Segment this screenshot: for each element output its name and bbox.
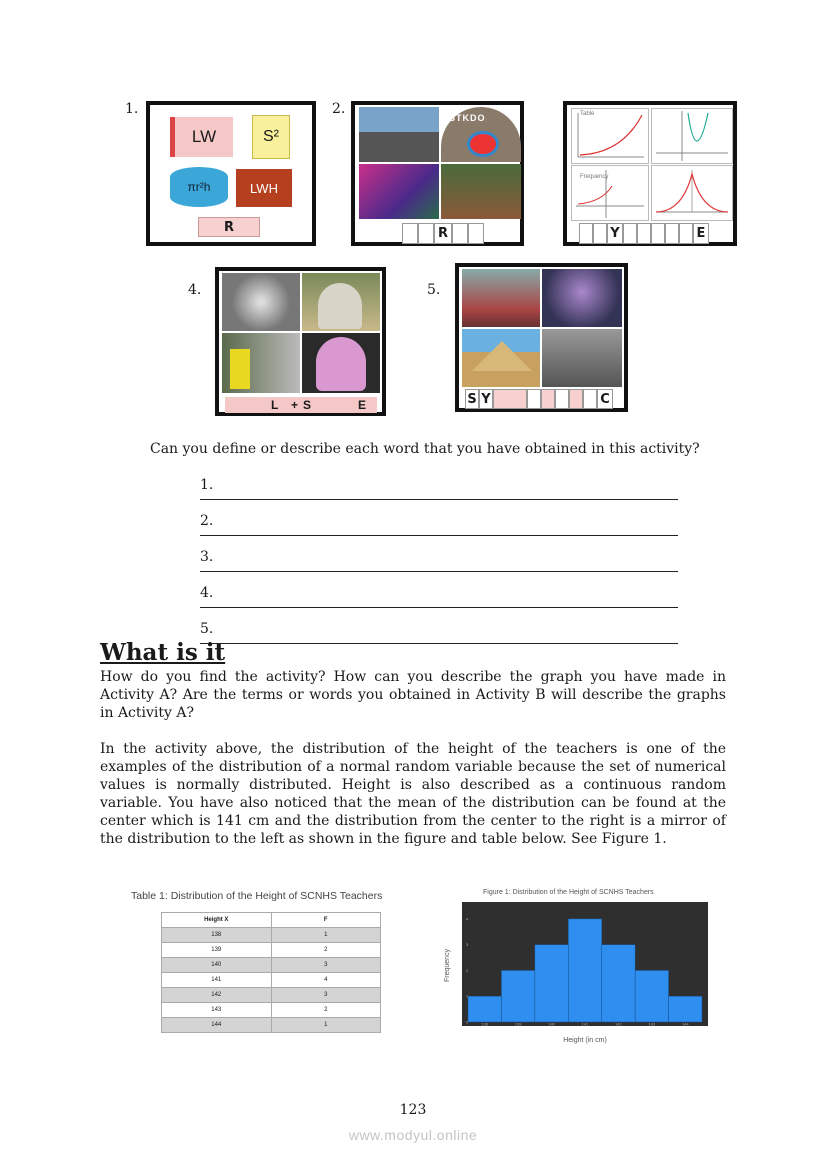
answer-box <box>651 223 665 244</box>
histogram-bar <box>466 993 501 1022</box>
dome-interior-photo <box>542 269 622 327</box>
x-axis-label: Height (in cm) <box>563 1037 607 1044</box>
puzzle-5-frame <box>455 263 628 412</box>
paragraph-2: In the activity above, the distribution of the height of the teachers is one of the examples of the distribution of a normal random variable because the set of numerical values is normally distributed. Height is also described as a continuous random variable. You have also noticed that the mean of the distribution can be found at the center which is 141 cm and the distribution from the center to the right is a mirror of the distribution to the left as shown in the figure and table below. See Figure 1. <box>100 741 726 847</box>
answer-line-number: 2. <box>200 513 214 529</box>
answer-letter: + <box>291 398 299 412</box>
answer-box <box>452 223 468 244</box>
table-cell: 139 <box>162 943 272 958</box>
lw-tile: LW <box>170 117 233 157</box>
answer-box <box>468 223 484 244</box>
answer-box <box>665 223 679 244</box>
x-tick-label: 139 <box>514 1021 522 1027</box>
answer-box <box>493 389 527 409</box>
page-number: 123 <box>399 1102 427 1118</box>
pink-bell-photo <box>302 333 380 393</box>
answer-box <box>418 223 434 244</box>
puzzle-1-number: 1. <box>125 101 139 117</box>
graph-tile-parabola <box>651 108 733 164</box>
puzzle-4-number: 4. <box>188 282 202 298</box>
section-title: What is it <box>100 639 226 666</box>
graph-tile-curve <box>571 165 649 221</box>
x-tick-label: 138 <box>481 1021 489 1027</box>
answer-line-3[interactable] <box>200 549 678 572</box>
answer-letter: C <box>600 391 610 407</box>
answer-box <box>198 217 260 237</box>
table-row <box>162 988 381 1003</box>
chart-title: Figure 1: Distribution of the Height of SCNHS Teachers <box>483 889 654 896</box>
answer-box <box>541 389 555 409</box>
table-header-row <box>162 913 381 928</box>
answer-line-5[interactable] <box>200 621 678 644</box>
header-frequency: F <box>271 913 381 928</box>
answer-line-2[interactable] <box>200 513 678 536</box>
exponential-graph-icon <box>572 109 648 163</box>
answer-letter: S <box>467 391 477 407</box>
gray-photo <box>222 273 300 331</box>
answer-letter: E <box>696 226 706 241</box>
puzzle-1-frame <box>146 101 316 246</box>
table-row <box>162 973 381 988</box>
parabola-graph-icon <box>652 109 732 163</box>
table-cell: 1 <box>271 928 381 943</box>
person-photo <box>441 164 521 219</box>
answer-letter: E <box>358 398 367 412</box>
table-cell: 142 <box>162 988 272 1003</box>
answer-box <box>465 389 479 409</box>
x-tick-label: 144 <box>681 1021 689 1027</box>
table-cell: 144 <box>162 1018 272 1033</box>
x-tick-label: 142 <box>615 1021 622 1027</box>
puzzle-4-frame <box>215 267 386 416</box>
stadium-photo <box>359 107 439 162</box>
header-height: Height X <box>162 913 272 928</box>
table-cell: 1 <box>271 1018 381 1033</box>
person-figure <box>230 349 250 389</box>
puzzle-5-number: 5. <box>427 282 441 298</box>
watermark: www.modyul.online <box>348 1127 478 1143</box>
table-row <box>162 1018 381 1033</box>
answer-line-number: 3. <box>200 549 214 565</box>
answer-box <box>679 223 693 244</box>
histogram-bar <box>635 970 668 1022</box>
y-tick-label: 4 <box>466 916 469 922</box>
logo-text: STKDO <box>449 113 486 123</box>
y-tick-label: 0 <box>466 1019 469 1025</box>
table-cell: 138 <box>162 928 272 943</box>
table-row <box>162 958 381 973</box>
answer-box <box>623 223 637 244</box>
table-cell: 2 <box>271 943 381 958</box>
answer-line-number: 1. <box>200 477 214 493</box>
y-tick-label: 2 <box>466 967 469 973</box>
answer-box <box>479 389 493 409</box>
y-tick-label: 1 <box>466 993 469 999</box>
answer-letter: S <box>303 398 312 412</box>
answer-letter: L <box>271 398 279 412</box>
answer-box <box>527 389 541 409</box>
graph-label: Table <box>580 111 595 117</box>
graph-label: Frequency <box>580 174 609 180</box>
table-row <box>162 943 381 958</box>
table-cell: 3 <box>271 988 381 1003</box>
histogram-bar <box>535 945 568 1022</box>
answer-letter: R <box>223 219 234 235</box>
person-photo <box>222 333 300 393</box>
answer-box <box>583 389 597 409</box>
table-cell: 3 <box>271 958 381 973</box>
bell-shape <box>318 283 362 329</box>
x-tick-label: 141 <box>581 1021 589 1027</box>
answer-box <box>637 223 651 244</box>
answer-box <box>693 223 709 244</box>
table-cell: 4 <box>271 973 381 988</box>
answer-letter: Y <box>481 391 491 407</box>
table-cell: 140 <box>162 958 272 973</box>
answer-box <box>593 223 607 244</box>
puzzle-2-number: 2. <box>332 101 346 117</box>
distribution-table <box>161 912 381 1033</box>
s-squared-tile: S² <box>252 115 290 159</box>
table-title: Table 1: Distribution of the Height of SCNHS Teachers <box>131 890 383 902</box>
answer-box <box>579 223 593 244</box>
x-tick-label: 143 <box>648 1021 656 1027</box>
cylinder-tile: πr²h <box>170 167 228 207</box>
answer-box <box>434 223 452 244</box>
answer-box <box>607 223 623 244</box>
answer-line-number: 5. <box>200 621 214 637</box>
y-tick-label: 3 <box>466 942 469 948</box>
answer-box <box>569 389 583 409</box>
answer-box <box>597 389 613 409</box>
answer-line-number: 4. <box>200 585 214 601</box>
pyramid-photo <box>462 329 540 387</box>
x-tick-label: 140 <box>548 1021 555 1027</box>
table-cell: 141 <box>162 973 272 988</box>
hall-photo <box>462 269 540 327</box>
statue-photo <box>542 329 622 387</box>
answer-box <box>402 223 418 244</box>
answer-line-1[interactable] <box>200 477 678 500</box>
histogram-bar <box>568 919 601 1022</box>
table-cell: 143 <box>162 1003 272 1018</box>
graph-tile-exponential <box>571 108 649 164</box>
answer-letter: R <box>437 226 448 241</box>
prism-tile: LWH <box>236 169 292 207</box>
paragraph-1: How do you find the activity? How can you describe the graph you have made in Activity A? Are the terms or words you obtained in Activity B will describe the graphs in Activity A? <box>100 669 726 721</box>
answer-line-4[interactable] <box>200 585 678 608</box>
table-row <box>162 1003 381 1018</box>
pyramid-shape <box>472 341 532 371</box>
y-axis-label: Frequency <box>444 948 451 982</box>
histogram-chart <box>440 898 715 1050</box>
answer-box <box>555 389 569 409</box>
answer-letter: Y <box>610 226 620 241</box>
histogram-bar <box>602 945 635 1022</box>
logo-photo <box>441 107 521 162</box>
answer-strip <box>225 397 377 413</box>
table-cell: 2 <box>271 1003 381 1018</box>
histogram-bar <box>501 970 534 1022</box>
height-table <box>161 912 381 1033</box>
puzzle-3-frame <box>563 101 737 246</box>
graph-tile-bell <box>651 165 733 221</box>
histogram-bar <box>669 996 702 1022</box>
activity-question: Can you define or describe each word that you have obtained in this activity? <box>150 441 700 457</box>
stage-photo <box>359 164 439 219</box>
table-row <box>162 928 381 943</box>
dome-photo <box>302 273 380 331</box>
puzzle-2-frame <box>351 101 524 246</box>
pink-bell-shape <box>316 337 366 391</box>
logo-emblem <box>467 131 499 157</box>
bell-curve-icon <box>652 166 732 220</box>
